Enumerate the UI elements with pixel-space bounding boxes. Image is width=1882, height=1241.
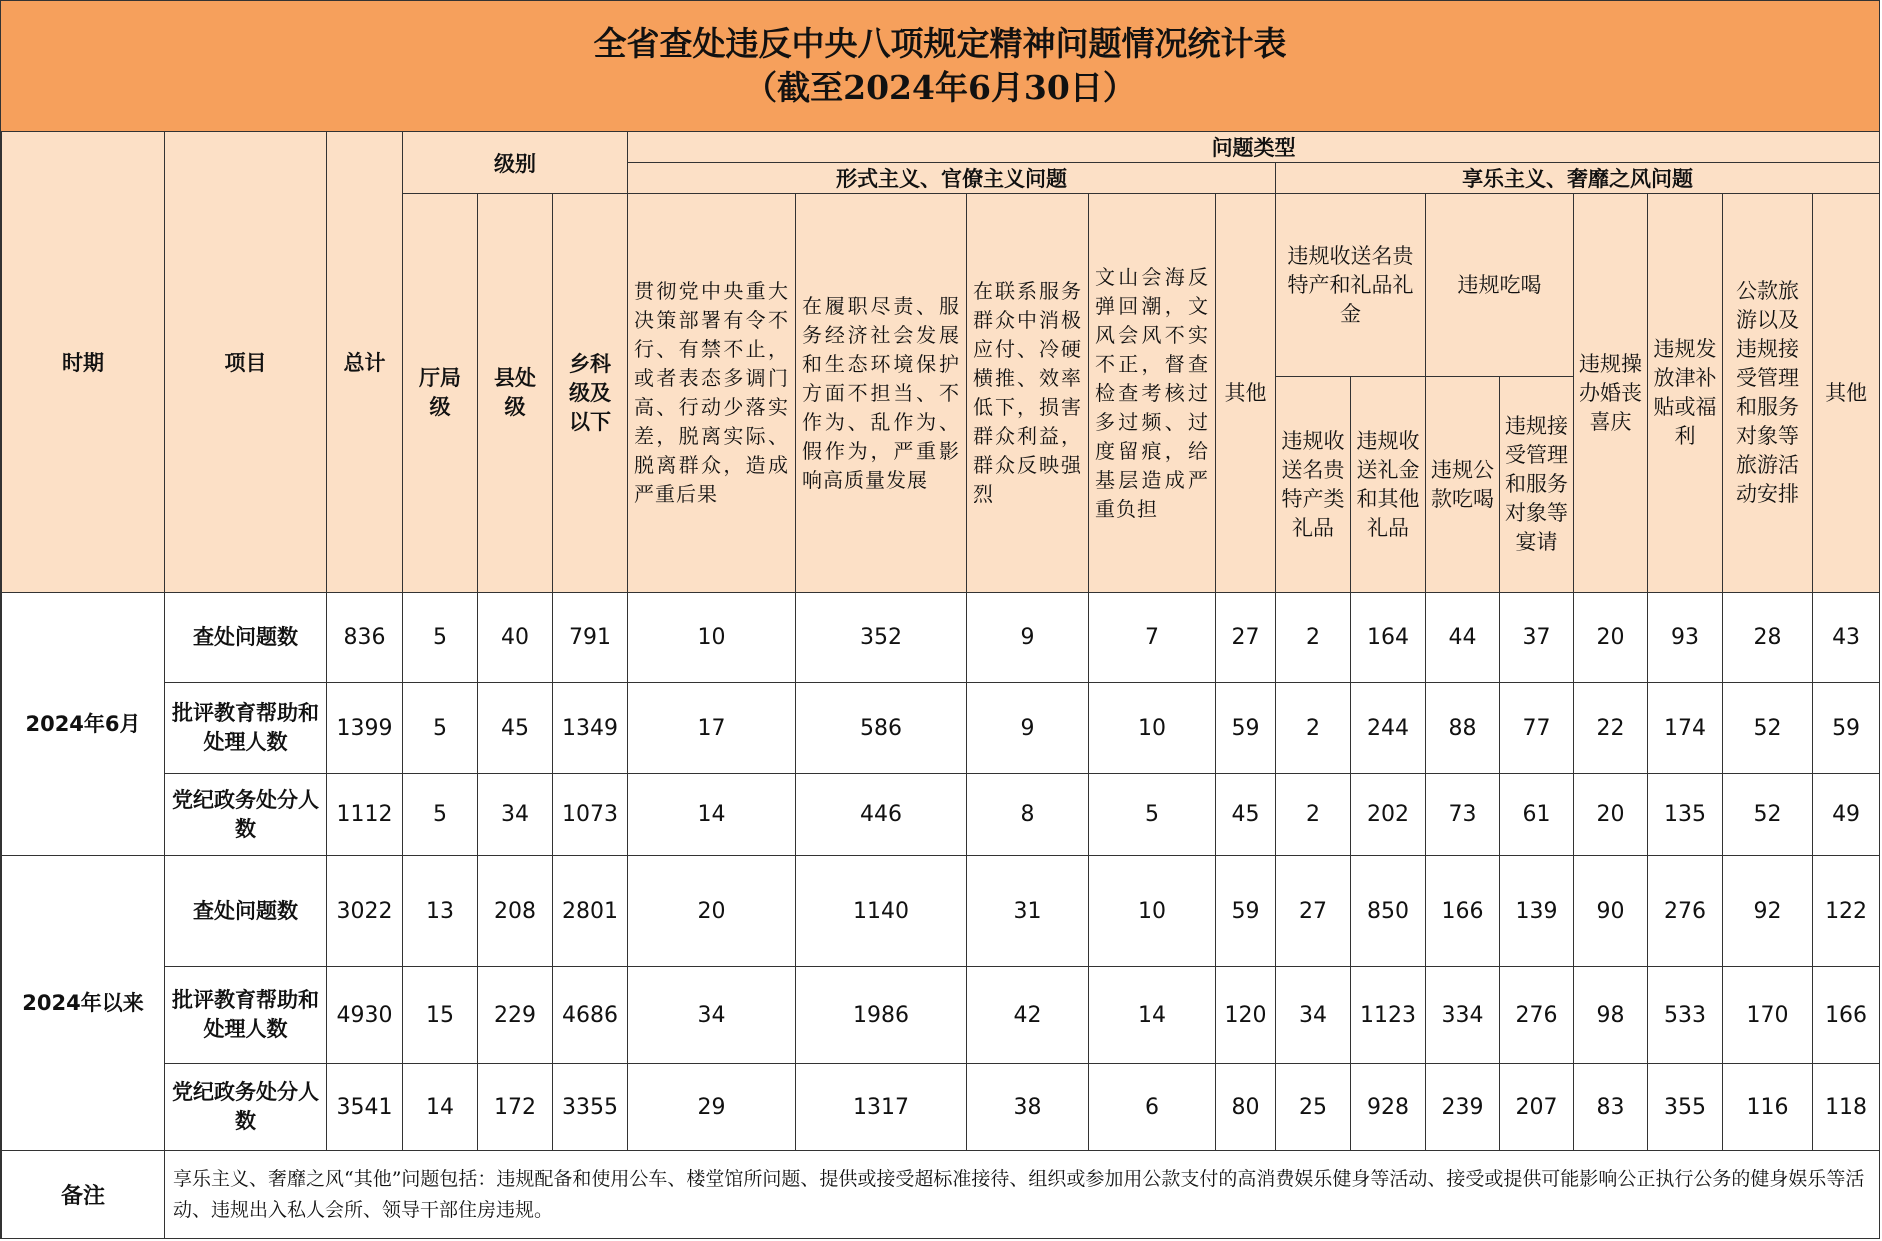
title-banner <box>1 1 1879 132</box>
cell-value: 334 <box>1426 967 1500 1064</box>
cell-value: 8 <box>967 774 1089 856</box>
cell-value: 836 <box>327 593 403 683</box>
cell-value: 172 <box>478 1064 553 1151</box>
cell-value: 98 <box>1574 967 1648 1064</box>
note-text: 享乐主义、奢靡之风“其他”问题包括：违规配备和使用公车、楼堂馆所问题、提供或接受超标准接待、组织或参加用公款支付的高消费娱乐健身等活动、接受或提供可能影响公正执行公务的健身娱乐等活动、违规出入私人会所、领导干部住房违规。 <box>165 1151 1880 1239</box>
header-dining-group: 违规吃喝 <box>1426 194 1574 377</box>
cell-value: 52 <box>1723 683 1813 774</box>
cell-value: 1140 <box>796 856 967 967</box>
cell-value: 533 <box>1648 967 1723 1064</box>
row-item-label: 查处问题数 <box>165 593 327 683</box>
cell-value: 208 <box>478 856 553 967</box>
cell-value: 355 <box>1648 1064 1723 1151</box>
cell-value: 166 <box>1426 856 1500 967</box>
table-row <box>2 774 1880 856</box>
header-formalism-duty: 在履职尽责、服务经济社会发展和生态环境保护方面不担当、不作为、乱作为、假作为，严重影响高质量发展 <box>796 194 967 593</box>
cell-value: 90 <box>1574 856 1648 967</box>
cell-value: 27 <box>1276 856 1351 967</box>
cell-value: 15 <box>403 967 478 1064</box>
cell-value: 22 <box>1574 683 1648 774</box>
cell-value: 174 <box>1648 683 1723 774</box>
cell-value: 14 <box>1089 967 1216 1064</box>
cell-value: 3541 <box>327 1064 403 1151</box>
cell-value: 44 <box>1426 593 1500 683</box>
cell-value: 2 <box>1276 774 1351 856</box>
cell-value: 5 <box>403 593 478 683</box>
note-label: 备注 <box>2 1151 165 1239</box>
cell-value: 45 <box>1216 774 1276 856</box>
cell-value: 586 <box>796 683 967 774</box>
cell-value: 239 <box>1426 1064 1500 1151</box>
header-level-bureau: 厅局级 <box>403 194 478 593</box>
cell-value: 10 <box>1089 683 1216 774</box>
header-hedonism-other: 其他 <box>1813 194 1880 593</box>
header-gift-money: 违规收送礼金和其他礼品 <box>1351 377 1426 593</box>
cell-value: 135 <box>1648 774 1723 856</box>
header-formalism-other: 其他 <box>1216 194 1276 593</box>
cell-value: 166 <box>1813 967 1880 1064</box>
period-label: 2024年以来 <box>2 856 165 1151</box>
header-dining-banquets: 违规接受管理和服务对象等宴请 <box>1500 377 1574 593</box>
cell-value: 1399 <box>327 683 403 774</box>
cell-value: 45 <box>478 683 553 774</box>
table-row <box>2 1064 1880 1151</box>
cell-value: 10 <box>628 593 796 683</box>
cell-value: 116 <box>1723 1064 1813 1151</box>
table-title: 全省查处违反中央八项规定精神问题情况统计表 <box>593 24 1287 63</box>
cell-value: 10 <box>1089 856 1216 967</box>
cell-value: 202 <box>1351 774 1426 856</box>
cell-value: 5 <box>403 774 478 856</box>
cell-value: 34 <box>628 967 796 1064</box>
cell-value: 2801 <box>553 856 628 967</box>
cell-value: 29 <box>628 1064 796 1151</box>
cell-value: 49 <box>1813 774 1880 856</box>
cell-value: 20 <box>1574 593 1648 683</box>
cell-value: 83 <box>1574 1064 1648 1151</box>
cell-value: 352 <box>796 593 967 683</box>
cell-value: 207 <box>1500 1064 1574 1151</box>
cell-value: 7 <box>1089 593 1216 683</box>
cell-value: 850 <box>1351 856 1426 967</box>
table-row <box>2 593 1880 683</box>
header-total: 总计 <box>327 132 403 593</box>
cell-value: 1073 <box>553 774 628 856</box>
cell-value: 52 <box>1723 774 1813 856</box>
cell-value: 5 <box>403 683 478 774</box>
header-hedonism: 享乐主义、奢靡之风问题 <box>1276 163 1880 194</box>
cell-value: 31 <box>967 856 1089 967</box>
cell-value: 120 <box>1216 967 1276 1064</box>
cell-value: 276 <box>1500 967 1574 1064</box>
cell-value: 20 <box>1574 774 1648 856</box>
header-level-county: 县处级 <box>478 194 553 593</box>
header-problem-type: 问题类型 <box>628 132 1880 163</box>
cell-value: 93 <box>1648 593 1723 683</box>
header-allowances: 违规发放津补贴或福利 <box>1648 194 1723 593</box>
cell-value: 92 <box>1723 856 1813 967</box>
cell-value: 1112 <box>327 774 403 856</box>
cell-value: 170 <box>1723 967 1813 1064</box>
cell-value: 9 <box>967 683 1089 774</box>
cell-value: 5 <box>1089 774 1216 856</box>
cell-value: 14 <box>403 1064 478 1151</box>
cell-value: 77 <box>1500 683 1574 774</box>
cell-value: 791 <box>553 593 628 683</box>
cell-value: 1317 <box>796 1064 967 1151</box>
cell-value: 37 <box>1500 593 1574 683</box>
cell-value: 9 <box>967 593 1089 683</box>
header-dining-public-funds: 违规公款吃喝 <box>1426 377 1500 593</box>
cell-value: 446 <box>796 774 967 856</box>
table-row <box>2 856 1880 967</box>
cell-value: 122 <box>1813 856 1880 967</box>
table-subtitle-date: （截至2024年6月30日） <box>744 68 1136 107</box>
cell-value: 118 <box>1813 1064 1880 1151</box>
cell-value: 27 <box>1216 593 1276 683</box>
cell-value: 59 <box>1813 683 1880 774</box>
cell-value: 164 <box>1351 593 1426 683</box>
cell-value: 1349 <box>553 683 628 774</box>
period-label: 2024年6月 <box>2 593 165 856</box>
cell-value: 59 <box>1216 856 1276 967</box>
cell-value: 73 <box>1426 774 1500 856</box>
header-gift-group: 违规收送名贵特产和礼品礼金 <box>1276 194 1426 377</box>
header-formalism-meetings: 文山会海反弹回潮，文风会风不实不正，督查检查考核过多过频、过度留痕，给基层造成严重负担 <box>1089 194 1216 593</box>
cell-value: 2 <box>1276 683 1351 774</box>
header-level: 级别 <box>403 132 628 194</box>
cell-value: 25 <box>1276 1064 1351 1151</box>
header-formalism-decisions: 贯彻党中央重大决策部署有令不行、有禁不止，或者表态多调门高、行动少落实差，脱离实际、脱离群众，造成严重后果 <box>628 194 796 593</box>
header-gift-specialty: 违规收送名贵特产类礼品 <box>1276 377 1351 593</box>
row-item-label: 党纪政务处分人数 <box>165 774 327 856</box>
statistics-table <box>1 131 1880 1239</box>
cell-value: 139 <box>1500 856 1574 967</box>
cell-value: 59 <box>1216 683 1276 774</box>
cell-value: 20 <box>628 856 796 967</box>
cell-value: 1986 <box>796 967 967 1064</box>
row-item-label: 查处问题数 <box>165 856 327 967</box>
cell-value: 1123 <box>1351 967 1426 1064</box>
cell-value: 88 <box>1426 683 1500 774</box>
row-item-label: 党纪政务处分人数 <box>165 1064 327 1151</box>
header-level-township: 乡科级及以下 <box>553 194 628 593</box>
cell-value: 17 <box>628 683 796 774</box>
header-item: 项目 <box>165 132 327 593</box>
header-period: 时期 <box>2 132 165 593</box>
cell-value: 38 <box>967 1064 1089 1151</box>
row-item-label: 批评教育帮助和处理人数 <box>165 967 327 1064</box>
row-item-label: 批评教育帮助和处理人数 <box>165 683 327 774</box>
note-row <box>2 1151 1880 1239</box>
cell-value: 61 <box>1500 774 1574 856</box>
header-formalism-service: 在联系服务群众中消极应付、冷硬横推、效率低下，损害群众利益，群众反映强烈 <box>967 194 1089 593</box>
table-row <box>2 967 1880 1064</box>
cell-value: 80 <box>1216 1064 1276 1151</box>
cell-value: 3355 <box>553 1064 628 1151</box>
cell-value: 928 <box>1351 1064 1426 1151</box>
cell-value: 40 <box>478 593 553 683</box>
cell-value: 34 <box>478 774 553 856</box>
cell-value: 3022 <box>327 856 403 967</box>
table-row <box>2 683 1880 774</box>
header-travel: 公款旅游以及违规接受管理和服务对象等旅游活动安排 <box>1723 194 1813 593</box>
cell-value: 229 <box>478 967 553 1064</box>
header-weddings-funerals: 违规操办婚丧喜庆 <box>1574 194 1648 593</box>
cell-value: 13 <box>403 856 478 967</box>
cell-value: 42 <box>967 967 1089 1064</box>
header-formalism: 形式主义、官僚主义问题 <box>628 163 1276 194</box>
cell-value: 43 <box>1813 593 1880 683</box>
cell-value: 244 <box>1351 683 1426 774</box>
cell-value: 34 <box>1276 967 1351 1064</box>
cell-value: 276 <box>1648 856 1723 967</box>
cell-value: 14 <box>628 774 796 856</box>
cell-value: 28 <box>1723 593 1813 683</box>
cell-value: 2 <box>1276 593 1351 683</box>
cell-value: 4930 <box>327 967 403 1064</box>
cell-value: 4686 <box>553 967 628 1064</box>
cell-value: 6 <box>1089 1064 1216 1151</box>
